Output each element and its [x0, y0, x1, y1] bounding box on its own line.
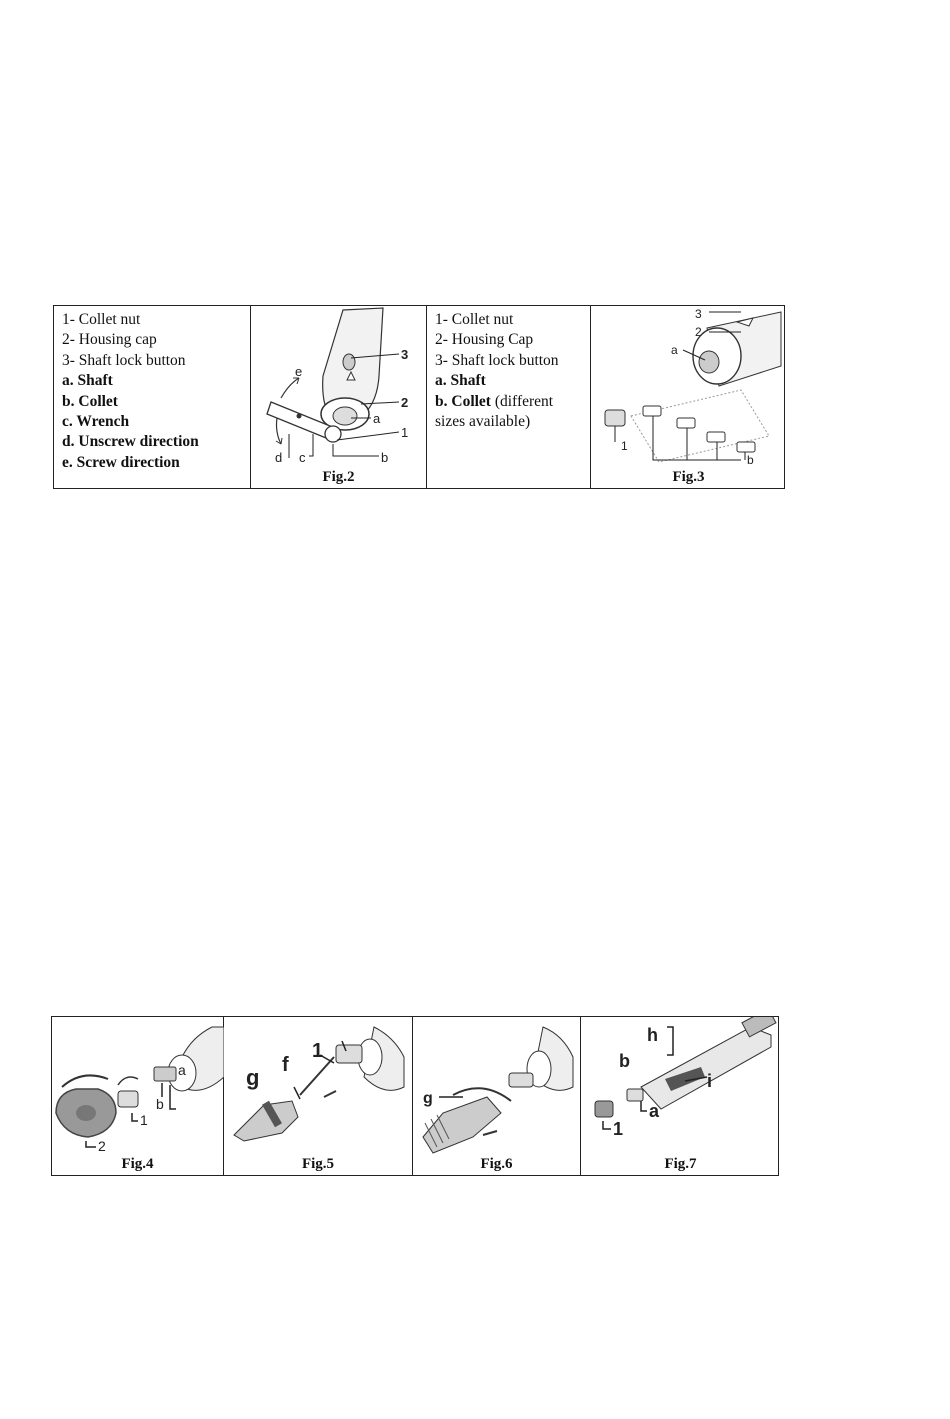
fig4-illustration [52, 1017, 224, 1177]
fig2-callout-a: a [373, 411, 381, 426]
fig3-illustration [591, 306, 786, 490]
fig2-callout-c: c [299, 450, 306, 465]
fig4-callout-a: a [178, 1062, 186, 1078]
fig5-caption: Fig.5 [301, 1156, 335, 1172]
fig4-callout-b: b [156, 1096, 164, 1112]
collet-legend-table [53, 305, 785, 489]
fig2-callout-2: 2 [401, 395, 409, 410]
fig3-callout-1: 1 [621, 439, 628, 453]
fig5-callout-f: f [282, 1054, 289, 1076]
fig2-callout-b: b [381, 450, 389, 465]
fig3-callout-a: a [671, 343, 678, 357]
fig3-callout-b: b [747, 453, 754, 467]
fig4-callout-2: 2 [98, 1138, 106, 1154]
fig6-callout-g: g [423, 1090, 433, 1107]
legend-right-line2: 2- Housing Cap [435, 331, 534, 349]
legend-right [427, 306, 591, 488]
legend-left-line: 1- Collet nut [62, 311, 141, 328]
fig7-callout-b: b [619, 1051, 630, 1071]
fig2-panel [251, 306, 427, 488]
fig3-callout-3: 3 [695, 307, 702, 321]
fig5-panel [224, 1017, 413, 1175]
fig2-callout-1: 1 [401, 425, 409, 440]
legend-left [54, 306, 251, 488]
fig7-illustration [581, 1017, 780, 1177]
fig3-caption: Fig.3 [672, 469, 705, 485]
fig2-callout-e: e [295, 364, 303, 379]
fig3-panel [591, 306, 786, 488]
fig7-caption: Fig.7 [664, 1156, 697, 1172]
fig5-callout-1: 1 [312, 1040, 324, 1062]
fig7-callout-a: a [649, 1101, 660, 1121]
assembly-figures-table [51, 1016, 779, 1176]
legend-left-line: a. Shaft [62, 372, 113, 390]
fig2-callout-3: 3 [401, 347, 409, 362]
fig7-callout-i: i [707, 1071, 713, 1091]
fig6-panel [413, 1017, 581, 1175]
legend-right-line5 [435, 392, 590, 412]
fig3-callout-2: 2 [695, 325, 702, 339]
fig5-illustration [224, 1017, 413, 1177]
legend-left-line: e. Screw direction [62, 453, 180, 471]
legend-left-line: c. Wrench [62, 413, 130, 431]
fig4-caption: Fig.4 [121, 1156, 154, 1172]
fig7-panel [581, 1017, 780, 1175]
fig4-callout-1: 1 [140, 1112, 148, 1128]
fig6-caption: Fig.6 [480, 1156, 513, 1172]
legend-left-line: b. Collet [62, 392, 118, 410]
legend-right-collet: b. Collet [435, 392, 491, 410]
legend-left-line: 3- Shaft lock button [62, 351, 186, 369]
fig2-caption: Fig.2 [322, 469, 355, 485]
fig7-callout-h: h [647, 1025, 658, 1045]
legend-left-line: 2- Housing cap [62, 331, 157, 349]
fig2-callout-d: d [275, 450, 283, 465]
legend-right-different: (different [490, 392, 554, 410]
fig6-illustration [413, 1017, 581, 1177]
fig5-callout-g: g [246, 1065, 260, 1090]
legend-left-line: d. Unscrew direction [62, 433, 199, 451]
legend-right-line3: 3- Shaft lock button [435, 351, 559, 369]
legend-right-line4: a. Shaft [435, 372, 486, 390]
fig4-panel [52, 1017, 224, 1175]
fig2-illustration [251, 306, 427, 490]
legend-right-line6: sizes available) [435, 413, 531, 431]
legend-right-line1: 1- Collet nut [435, 311, 514, 328]
fig7-callout-1: 1 [613, 1119, 624, 1139]
